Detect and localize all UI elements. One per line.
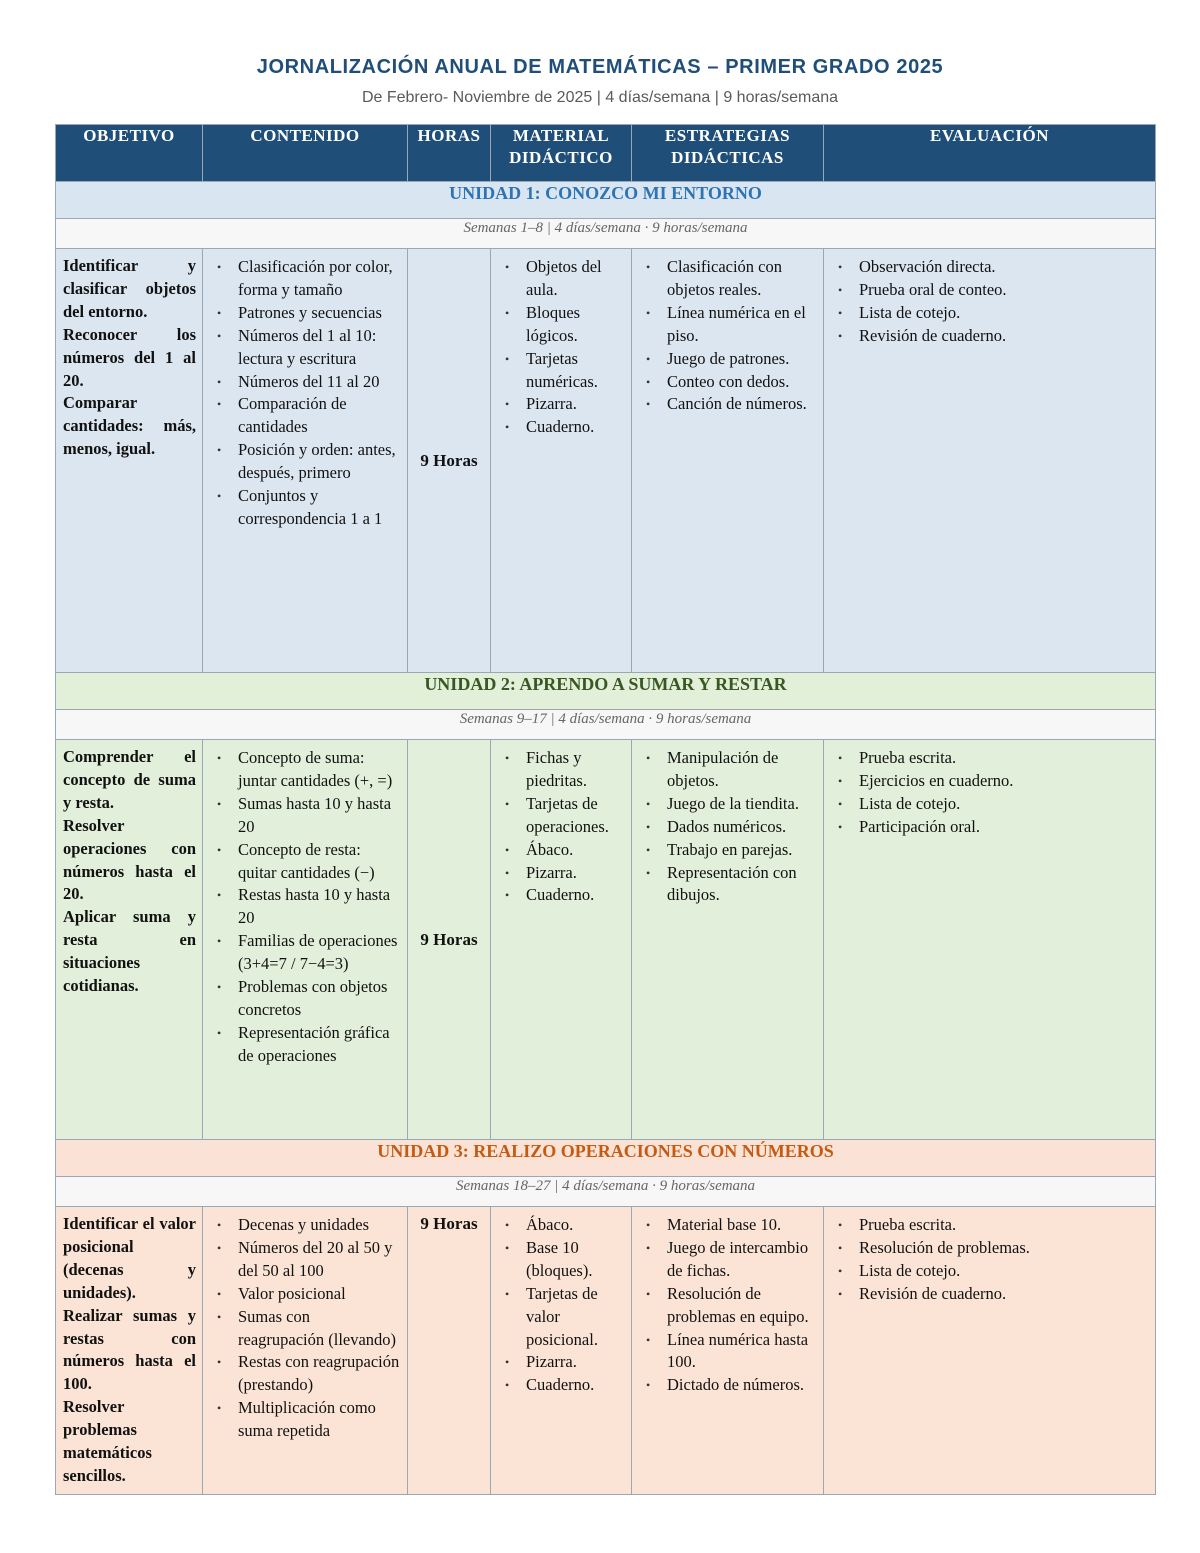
unit-3-weeks: Semanas 18–27 | 4 días/semana · 9 horas/semana	[56, 1177, 1156, 1207]
list-item: • Dictado de números.	[643, 1374, 816, 1397]
document-subtitle: De Febrero- Noviembre de 2025 | 4 días/semana | 9 horas/semana	[361, 89, 839, 106]
list-item: • Prueba escrita.	[835, 1214, 1148, 1237]
objective-text: Realizar sumas y restas con números hasta el 100.	[63, 1305, 196, 1394]
list-item: • Patrones y secuencias	[214, 302, 400, 325]
list-item: • Restas con reagrupación (prestando)	[214, 1351, 400, 1397]
list-item: • Prueba oral de conteo.	[835, 279, 1148, 302]
list-item: • Juego de patrones.	[643, 348, 816, 371]
strategy-list	[633, 741, 822, 913]
list-item: • Base 10 (bloques).	[502, 1237, 624, 1283]
list-item: • Ábaco.	[502, 1214, 624, 1237]
list-item: • Línea numérica hasta 100.	[643, 1329, 816, 1375]
list-item: • Problemas con objetos concretos	[214, 976, 400, 1022]
list-item: • Cuaderno.	[502, 884, 624, 907]
column-header-horas: HORAS	[408, 125, 491, 182]
unit-1-title-row	[56, 182, 1156, 219]
list-item: • Participación oral.	[835, 816, 1148, 839]
table-header-row	[56, 125, 1156, 182]
unit-3-content-row	[56, 1207, 1156, 1495]
unit-2-weeks: Semanas 9–17 | 4 días/semana · 9 horas/semana	[56, 710, 1156, 740]
evaluation-cell	[824, 1207, 1156, 1495]
list-item: • Multiplicación como suma repetida	[214, 1397, 400, 1443]
list-item: • Cuaderno.	[502, 1374, 624, 1397]
material-cell	[491, 740, 632, 1140]
material-list	[492, 1208, 630, 1403]
table-body	[56, 182, 1156, 1495]
objective-text: Identificar el valor posicional (decenas y unidades).	[63, 1214, 196, 1302]
hours-cell: 9 Horas	[408, 740, 491, 1140]
unit-3-weeks-row	[56, 1177, 1156, 1207]
list-item: • Pizarra.	[502, 862, 624, 885]
list-item: • Sumas hasta 10 y hasta 20	[214, 793, 400, 839]
objective-text: Identificar y clasificar objetos del entorno.	[63, 256, 196, 321]
objective-cell	[56, 1207, 203, 1495]
list-item: • Clasificación con objetos reales.	[643, 256, 816, 302]
objective-text: Resolver operaciones con números hasta el 20.	[63, 815, 196, 904]
strategy-cell	[632, 740, 824, 1140]
list-item: • Lista de cotejo.	[835, 1260, 1148, 1283]
list-item: • Material base 10.	[643, 1214, 816, 1237]
list-item: • Revisión de cuaderno.	[835, 1283, 1148, 1306]
list-item: • Lista de cotejo.	[835, 302, 1148, 325]
list-item: • Dados numéricos.	[643, 816, 816, 839]
list-item: • Sumas con reagrupación (llevando)	[214, 1306, 400, 1352]
unit-1-content-row	[56, 249, 1156, 673]
content-list	[204, 741, 406, 1074]
content-list	[204, 1208, 406, 1449]
list-item: • Manipulación de objetos.	[643, 747, 816, 793]
hours-cell: 9 Horas	[408, 249, 491, 673]
list-item: • Números del 11 al 20	[214, 371, 400, 394]
list-item: • Representación gráfica de operaciones	[214, 1022, 400, 1068]
list-item: • Decenas y unidades	[214, 1214, 400, 1237]
unit-2-title: UNIDAD 2: APRENDO A SUMAR Y RESTAR	[56, 673, 1156, 710]
document-title: JORNALIZACIÓN ANUAL DE MATEMÁTICAS – PRIMER GRADO 2025	[256, 56, 944, 78]
strategy-list	[633, 1208, 822, 1403]
list-item: • Pizarra.	[502, 1351, 624, 1374]
objective-text: Aplicar suma y resta en situaciones cotidianas.	[63, 907, 196, 996]
list-item: • Restas hasta 10 y hasta 20	[214, 884, 400, 930]
strategy-list	[633, 250, 822, 422]
strategy-cell	[632, 249, 824, 673]
material-cell	[491, 1207, 632, 1495]
list-item: • Juego de la tiendita.	[643, 793, 816, 816]
unit-1-weeks-row	[56, 219, 1156, 249]
unit-1-title: UNIDAD 1: CONOZCO MI ENTORNO	[56, 182, 1156, 219]
column-header-objetivo: OBJETIVO	[56, 125, 203, 182]
objective-cell	[56, 249, 203, 673]
list-item: • Objetos del aula.	[502, 256, 624, 302]
strategy-cell	[632, 1207, 824, 1495]
list-item: • Fichas y piedritas.	[502, 747, 624, 793]
list-item: • Cuaderno.	[502, 416, 624, 439]
list-item: • Trabajo en parejas.	[643, 839, 816, 862]
list-item: • Números del 20 al 50 y del 50 al 100	[214, 1237, 400, 1283]
unit-2-weeks-row	[56, 710, 1156, 740]
unit-3-title-row	[56, 1140, 1156, 1177]
evaluation-list	[825, 1208, 1154, 1312]
list-item: • Ejercicios en cuaderno.	[835, 770, 1148, 793]
list-item: • Bloques lógicos.	[502, 302, 624, 348]
list-item: • Lista de cotejo.	[835, 793, 1148, 816]
objective-text: Comprender el concepto de suma y resta.	[63, 747, 196, 812]
content-list	[204, 250, 406, 537]
list-item: • Tarjetas numéricas.	[502, 348, 624, 394]
list-item: • Tarjetas de operaciones.	[502, 793, 624, 839]
evaluation-cell	[824, 740, 1156, 1140]
list-item: • Revisión de cuaderno.	[835, 325, 1148, 348]
content-cell	[203, 740, 408, 1140]
list-item: • Observación directa.	[835, 256, 1148, 279]
list-item: • Tarjetas de valor posicional.	[502, 1283, 624, 1352]
objective-text: Resolver problemas matemáticos sencillos.	[63, 1397, 152, 1485]
list-item: • Representación con dibujos.	[643, 862, 816, 908]
list-item: • Juego de intercambio de fichas.	[643, 1237, 816, 1283]
column-header-contenido: CONTENIDO	[203, 125, 408, 182]
column-header-estrategias: ESTRATEGIAS DIDÁCTICAS	[632, 125, 824, 182]
evaluation-list	[825, 250, 1154, 354]
list-item: • Resolución de problemas en equipo.	[643, 1283, 816, 1329]
list-item: • Clasificación por color, forma y tamaño	[214, 256, 400, 302]
material-cell	[491, 249, 632, 673]
list-item: • Valor posicional	[214, 1283, 400, 1306]
list-item: • Números del 1 al 10: lectura y escritura	[214, 325, 400, 371]
hours-cell: 9 Horas	[408, 1207, 491, 1495]
list-item: • Resolución de problemas.	[835, 1237, 1148, 1260]
material-list	[492, 741, 630, 913]
list-item: • Conteo con dedos.	[643, 371, 816, 394]
unit-2-content-row	[56, 740, 1156, 1140]
objective-text: Reconocer los números del 1 al 20.	[63, 324, 196, 390]
material-list	[492, 250, 630, 445]
list-item: • Comparación de cantidades	[214, 393, 400, 439]
list-item: • Concepto de suma: juntar cantidades (+, =)	[214, 747, 400, 793]
unit-3-title: UNIDAD 3: REALIZO OPERACIONES CON NÚMEROS	[56, 1140, 1156, 1177]
list-item: • Familias de operaciones (3+4=7 / 7−4=3)	[214, 930, 400, 976]
objective-text: Comparar cantidades: más, menos, igual.	[63, 393, 196, 459]
list-item: • Ábaco.	[502, 839, 624, 862]
content-cell	[203, 1207, 408, 1495]
evaluation-cell	[824, 249, 1156, 673]
column-header-material: MATERIAL DIDÁCTICO	[491, 125, 632, 182]
list-item: • Posición y orden: antes, después, primero	[214, 439, 400, 485]
list-item: • Conjuntos y correspondencia 1 a 1	[214, 485, 400, 531]
unit-2-title-row	[56, 673, 1156, 710]
list-item: • Pizarra.	[502, 393, 624, 416]
list-item: • Prueba escrita.	[835, 747, 1148, 770]
list-item: • Línea numérica en el piso.	[643, 302, 816, 348]
content-cell	[203, 249, 408, 673]
annual-plan-table	[55, 124, 1156, 1495]
objective-cell	[56, 740, 203, 1140]
column-header-evaluacion: EVALUACIÓN	[824, 125, 1156, 182]
list-item: • Canción de números.	[643, 393, 816, 416]
evaluation-list	[825, 741, 1154, 845]
unit-1-weeks: Semanas 1–8 | 4 días/semana · 9 horas/semana	[56, 219, 1156, 249]
list-item: • Concepto de resta: quitar cantidades (−)	[214, 839, 400, 885]
